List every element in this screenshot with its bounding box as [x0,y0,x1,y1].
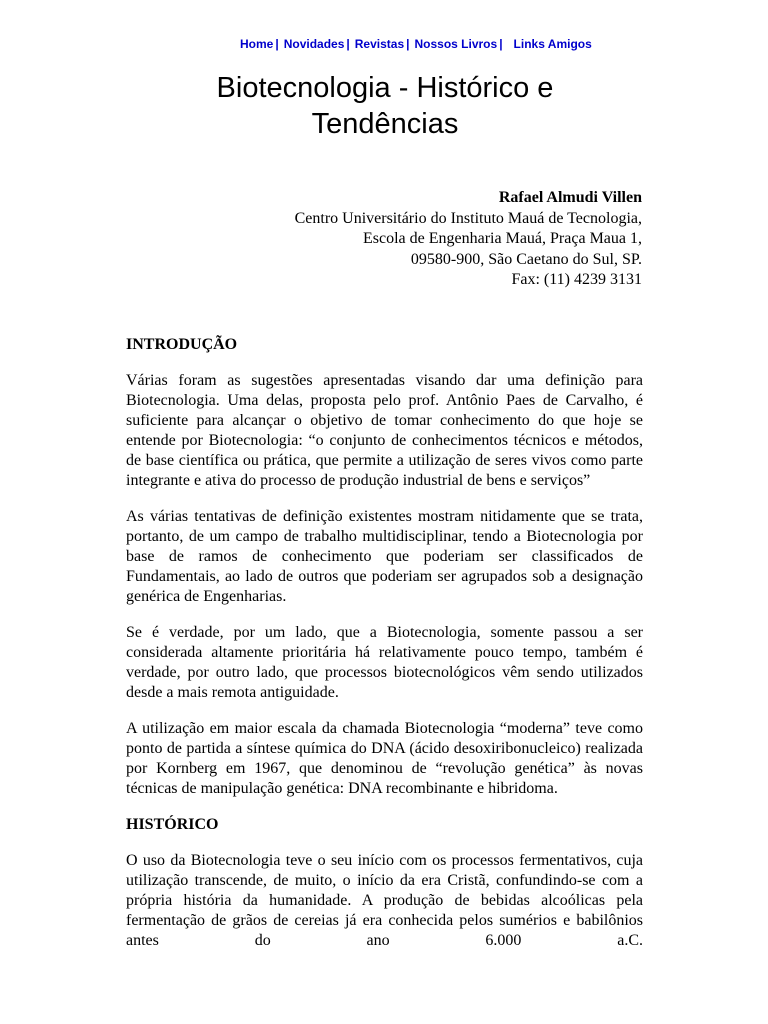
nav-link-links-amigos[interactable]: Links Amigos [513,37,592,51]
section-heading-introducao: INTRODUÇÃO [126,336,238,353]
nav-link-novidades[interactable]: Novidades [283,37,345,51]
section-heading-historico: HISTÓRICO [126,816,219,833]
paragraph: O uso da Biotecnologia teve o seu início com os processos fermentativos, cuja utilização transcende, de muito, o início da era Cristã, confundindo-se com a própria história da humanidade. A produção de bebidas alcoólicas pela fermentação de grãos de cereias já era conhecida pelos sumérios e babilônios antes do ano 6.000 a.C. [126,852,643,949]
nav-link-nossos-livros[interactable]: Nossos Livros [414,37,498,51]
author-fax: Fax: (11) 4239 3131 [511,271,642,288]
article-body [126,335,643,951]
nav-separator: | [406,37,410,51]
author-city-line: 09580-900, São Caetano do Sul, SP. [410,250,642,268]
paragraph: Várias foram as sugestões apresentadas visando dar uma definição para Biotecnologia. Uma delas, proposta pelo prof. Antônio Paes de Carvalho, é suficiente para alcançar o objetivo de tomar conhecimento do que hoje se entende por Biotecnologia: “o conjunto de conhecimentos técnicos e métodos, de base científica ou prática, que permite a utilização de seres vivos como parte integrante e ativa do processo de produção industrial de bens e serviços” [126,372,643,489]
author-affiliation-line: Centro Universitário do Instituto Mauá de Tecnologia, [294,209,642,227]
nav-separator: | [499,37,503,51]
nav-separator: | [346,37,350,51]
paragraph: Se é verdade, por um lado, que a Biotecnologia, somente passou a ser considerada altamente prioritária há relativamente pouco tempo, também é verdade, por outro lado, que processos biotecnológicos vêm sendo utilizados desde a mais remota antiguidade. [126,624,643,701]
author-block [295,188,642,291]
author-address-line: Escola de Engenharia Mauá, Praça Maua 1, [363,230,642,247]
nav-link-home[interactable]: Home [240,37,274,51]
page-title: Biotecnologia - Histórico e Tendências [216,72,554,140]
nav-link-revistas[interactable]: Revistas [354,37,405,51]
paragraph: A utilização em maior escala da chamada Biotecnologia “moderna” teve como ponto de partida a síntese química do DNA (ácido desoxiribonucleico) realizada por Kornberg em 1967, que denominou de “revolução genética” às novas técnicas de manipulação genética: DNA recombinante e hibridoma. [126,720,643,797]
paragraph: As várias tentativas de definição existentes mostram nitidamente que se trata, portanto, de um campo de trabalho multidisciplinar, tendo a Biotecnologia por base de ramos de conhecimento que poderiam ser classificados de Fundamentais, ao lado de outros que poderiam ser agrupados sob a designação genérica de Engenharias. [126,508,643,605]
nav-separator: | [275,37,279,51]
author-name: Rafael Almudi Villen [498,189,642,206]
